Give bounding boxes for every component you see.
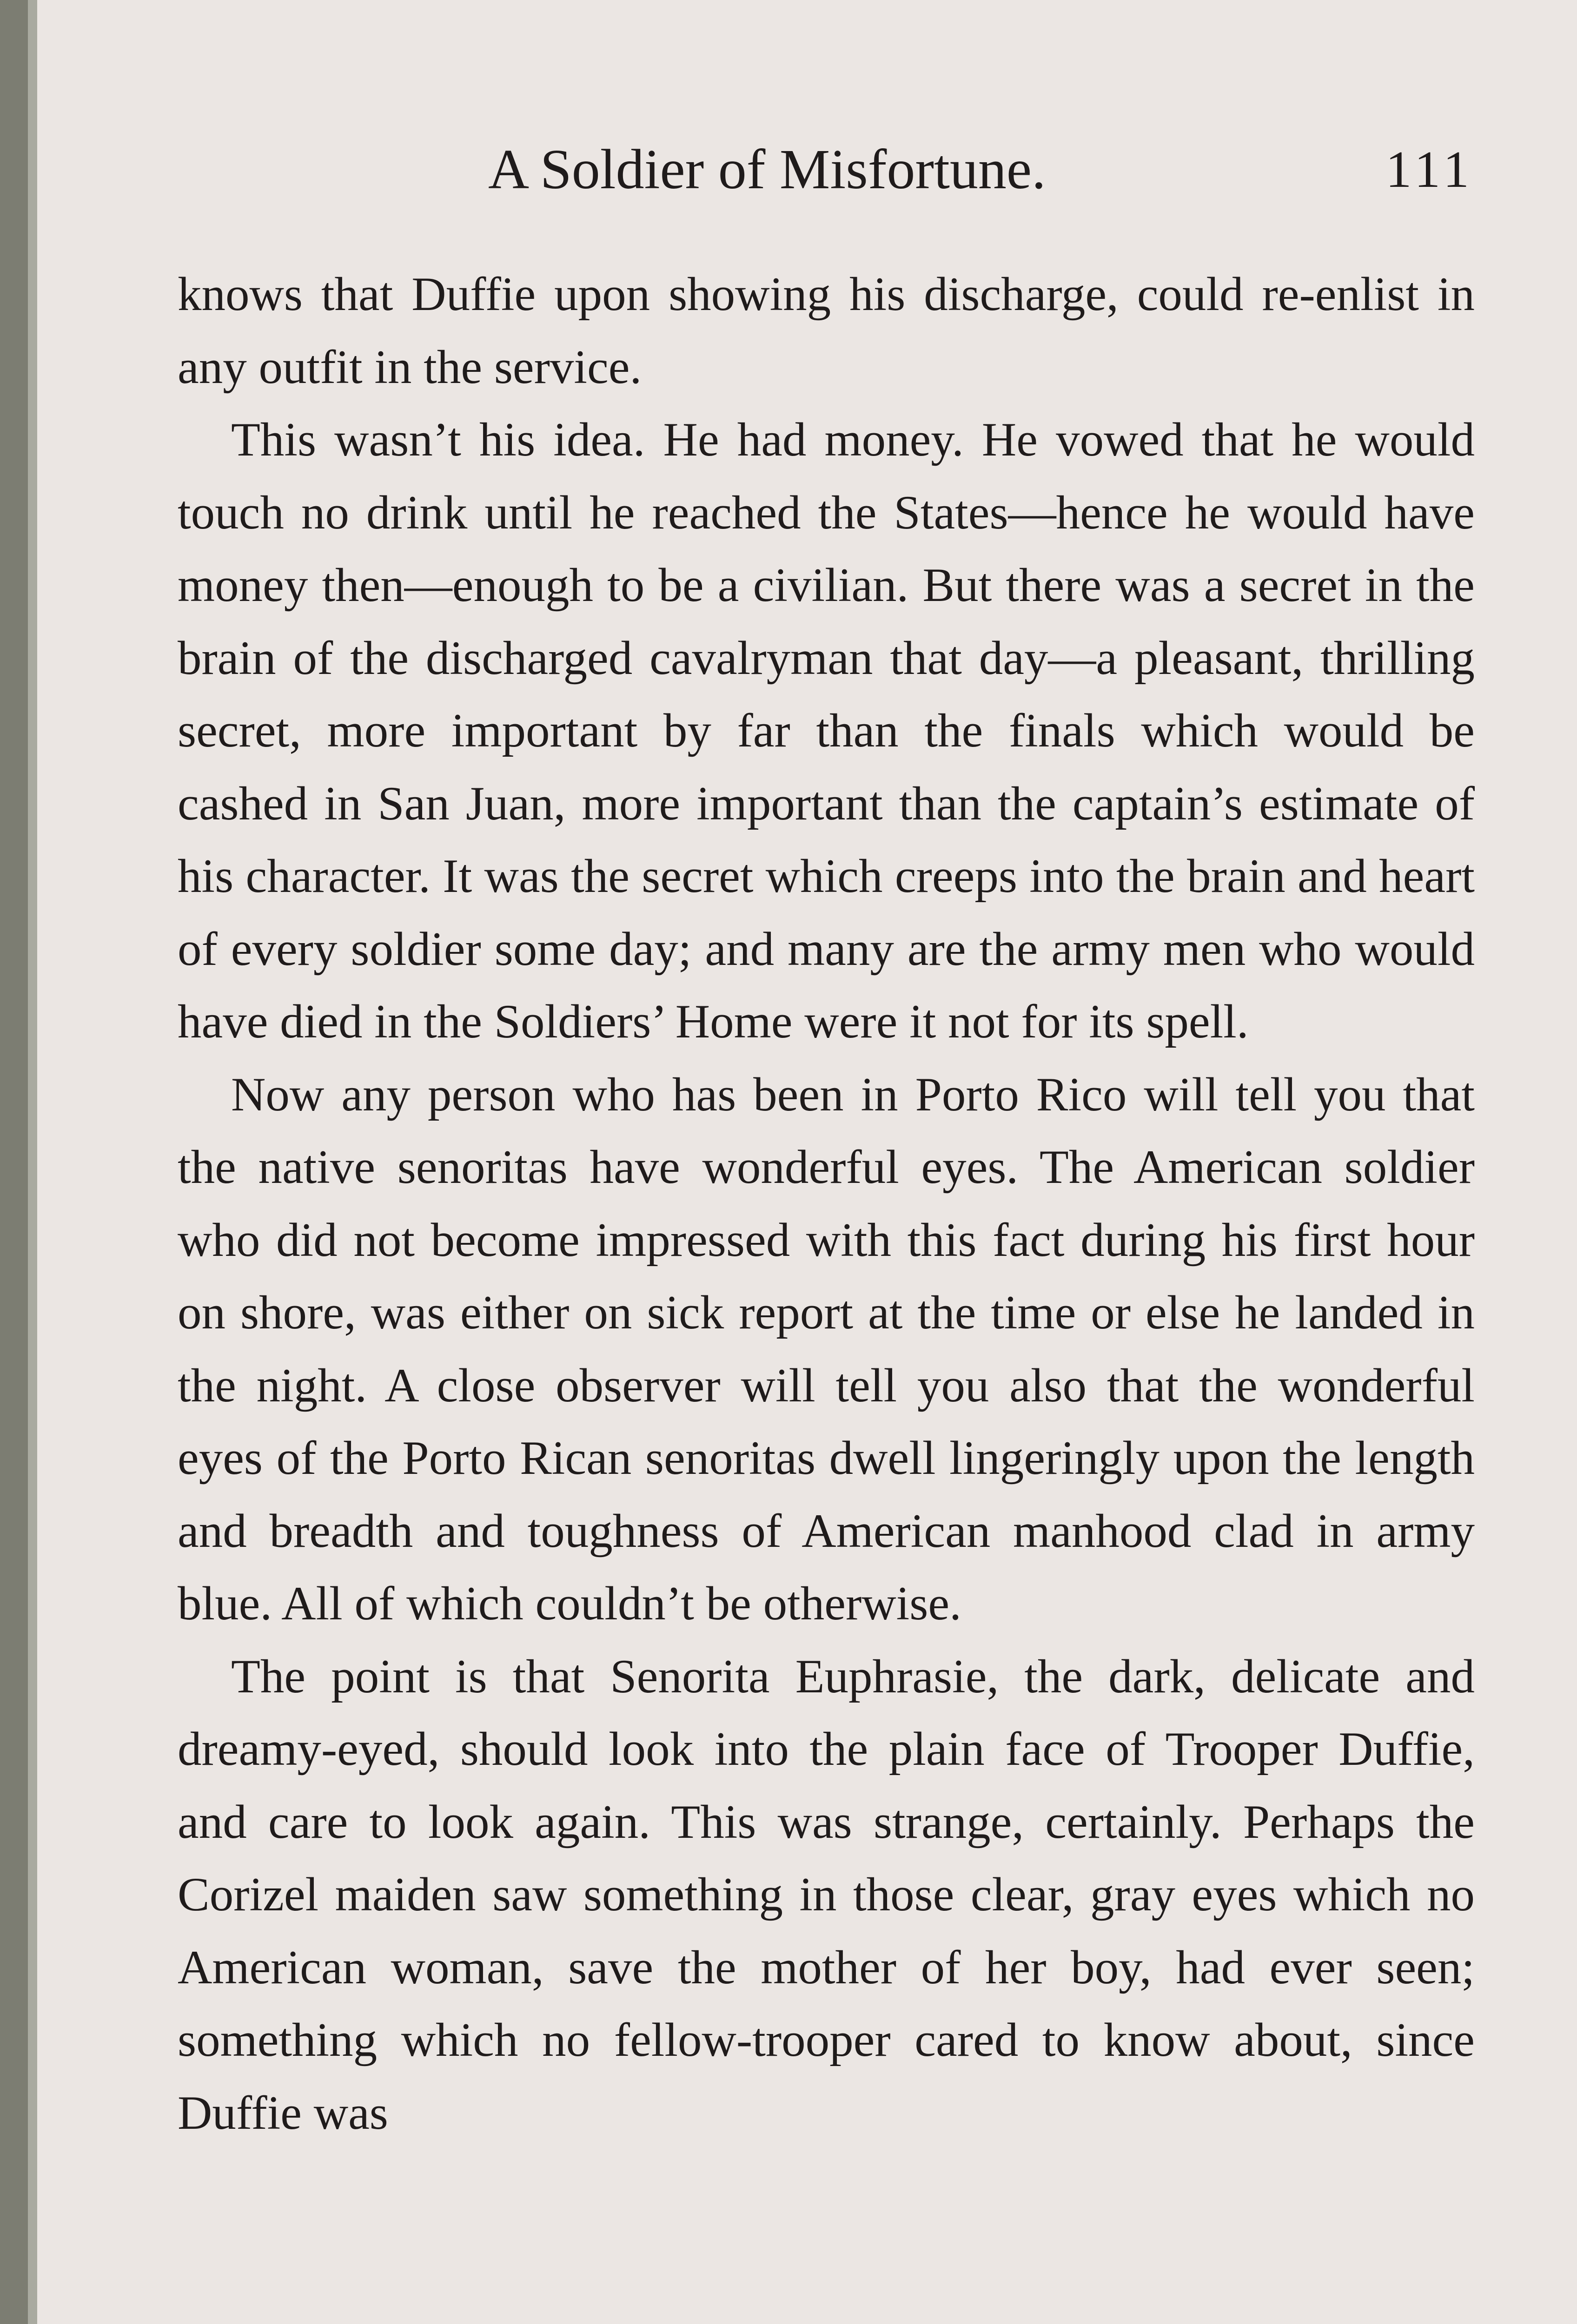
page-binding-shadow xyxy=(28,0,37,2324)
paragraph-1: knows that Duffie upon showing his discharge, could re-enlist in any outfit in the service. xyxy=(178,268,1475,394)
running-title: A Soldier of Misfortune. xyxy=(488,138,1046,201)
page-header xyxy=(177,135,1474,205)
paragraph-3: Now any person who has been in Porto Rico will tell you that the native senoritas have wonderful eyes. The American soldier who did not become impressed with this fact during his first hour on shore, was either on sick report at the time or else he landed in the night. A close observer will tell you also that the wonderful eyes of the Porto Rican senoritas dwell lingeringly upon the length and breadth and toughness of American manhood clad in army blue. All of which couldn’t be otherwise. xyxy=(178,1068,1475,1630)
paragraph-4: The point is that Senorita Euphrasie, the dark, delicate and dreamy-eyed, should look into the plain face of Trooper Duffie, and care to look again. This was strange, certainly. Perhaps the Corizel maiden saw something in those clear, gray eyes which no American woman, save the mother of her boy, had ever seen; something which no fellow-trooper cared to know about, since Duffie was xyxy=(178,1650,1475,2139)
page-number: 111 xyxy=(1385,141,1474,198)
page-binding-edge xyxy=(0,0,28,2324)
body-text xyxy=(178,258,1475,2149)
paragraph-2: This wasn’t his idea. He had money. He vowed that he would touch no drink until he reached the States—hence he would have money then—enough to be a civilian. But there was a secret in the brain of the discharged cavalryman that day—a pleasant, thrilling secret, more important by far than the finals which would be cashed in San Juan, more important than the captain’s estimate of his character. It was the secret which creeps into the brain and heart of every soldier some day; and many are the army men who would have died in the Soldiers’ Home were it not for its spell. xyxy=(178,413,1475,1048)
